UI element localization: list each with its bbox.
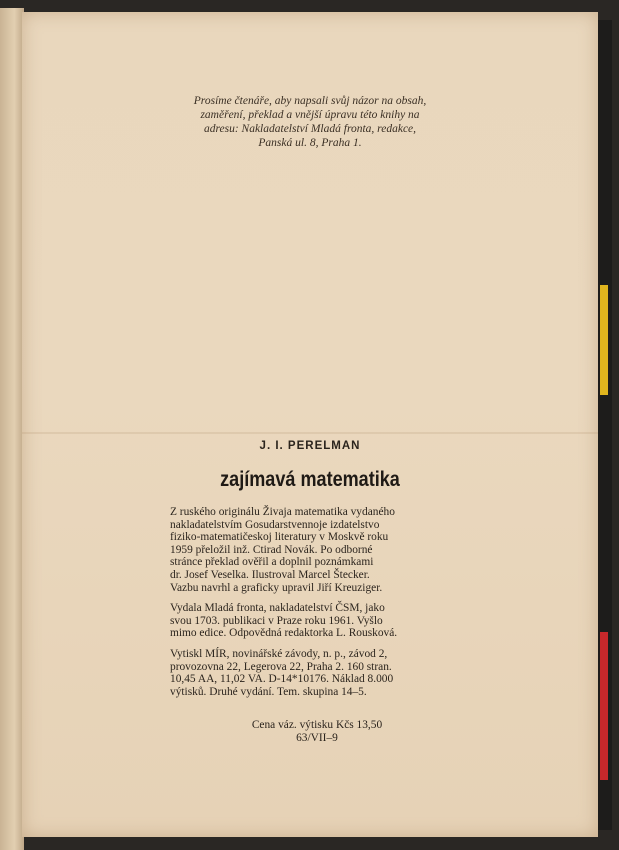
book-title: zajímavá matematika [220, 468, 400, 491]
catalog-code: 63/VII–9 [296, 732, 338, 744]
author-name: J. I. PERELMAN [259, 440, 361, 452]
note-line: adresu: Nakladatelství Mladá fronta, redakce, [203, 123, 417, 135]
previous-page-edge [0, 8, 24, 850]
price-line: Cena váz. výtisku Kčs 13,50 [251, 719, 383, 731]
note-line: Prosíme čtenáře, aby napsali svůj názor na obsah, [193, 95, 427, 107]
spine-yellow-strip [600, 285, 608, 395]
imprint-block [170, 506, 464, 706]
spine-red-strip [600, 632, 608, 780]
imprint-print: Vytiskl MÍR, novinářské závody, n. p., závod 2, provozovna 22, Legerova 22, Praha 2. 160 stran. 10,45 AA, 11,02 VA. D-14*10176. Náklad 8.000 výtisků. Druhé vydání. Tem. skupina 14–5. [170, 647, 394, 698]
price-block [170, 719, 464, 745]
book-page [22, 12, 598, 837]
reader-request-note [22, 94, 598, 150]
note-line: zaměření, překlad a vnější úpravu této knihy na [200, 109, 420, 121]
note-line: Panská ul. 8, Praha 1. [258, 137, 362, 149]
imprint-publisher: Vydala Mladá fronta, nakladatelství ČSM, jako svou 1703. publikaci v Praze roku 1961. Vyšlo mimo edice. Odpovědná redaktorka L. Rousková. [170, 602, 398, 640]
imprint-origin: Z ruského originálu Živaja matematika vydaného nakladatelstvím Gosudarstvennoje izdatelstvo fiziko-matematičeskoj literatury v Moskvě roku 1959 přeložil inž. Ctirad Novák. Po odborné stránce překlad ověřil a doplnil poznámkami dr. Josef Veselka. Ilustroval Marcel Štecker. Vazbu navrhl a graficky upravil Jiří Kreuziger. [170, 506, 395, 594]
